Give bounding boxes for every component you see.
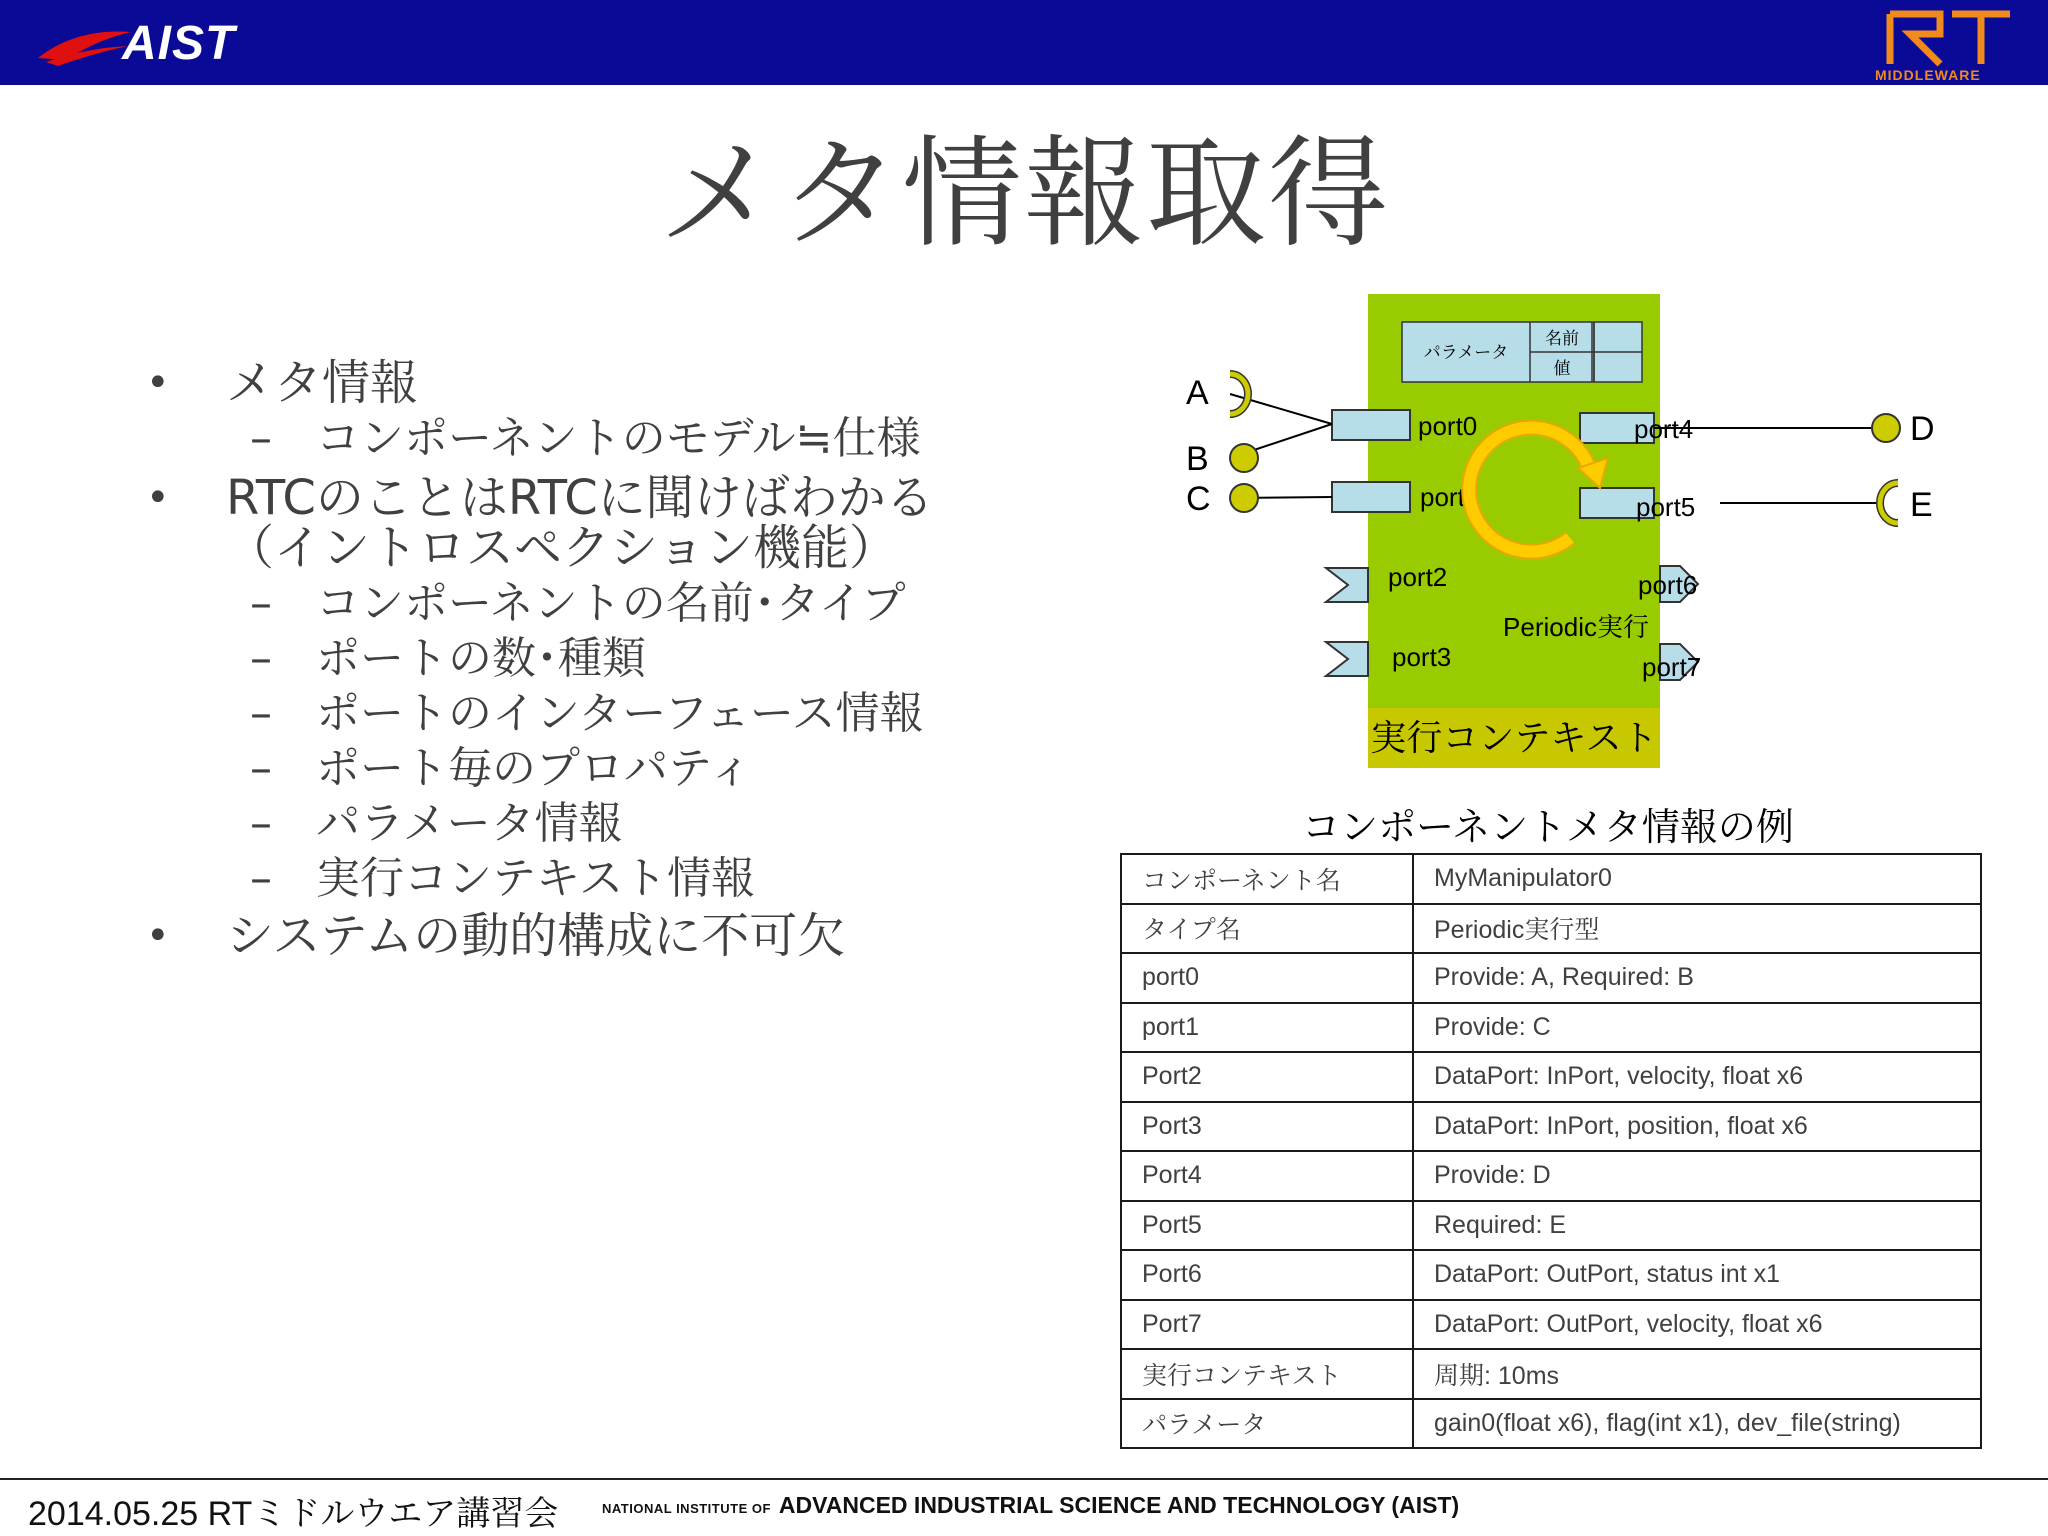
port5-label: port5	[1636, 492, 1696, 522]
page-title: メタ情報取得	[658, 125, 1390, 264]
table-key: Port3	[1121, 1102, 1413, 1152]
table-row	[1121, 1052, 1981, 1102]
interface-b-ball	[1230, 444, 1258, 472]
aist-logo: AIST	[122, 17, 236, 70]
port4-label: port4	[1634, 414, 1694, 444]
bullet-item: • RTCのことはRTCに聞けばわかる	[146, 470, 934, 526]
table-row	[1121, 904, 1981, 954]
bullet-item: • メタ情報	[146, 355, 419, 411]
table-key: 実行コンテキスト	[1121, 1349, 1413, 1399]
header-bar	[0, 0, 2048, 85]
table-row	[1121, 1399, 1981, 1449]
table-row	[1121, 1102, 1981, 1152]
table-value: DataPort: InPort, velocity, float x6	[1413, 1052, 1981, 1102]
table-value: Provide: C	[1413, 1003, 1981, 1053]
meta-info-table	[1120, 853, 1982, 1449]
interface-a-label: A	[1186, 374, 1209, 412]
table-value: DataPort: InPort, position, float x6	[1413, 1102, 1981, 1152]
bullet-list	[140, 355, 1020, 964]
table-key: Port6	[1121, 1250, 1413, 1300]
table-row	[1121, 1250, 1981, 1300]
sub-bullet-item: – ポート毎のプロパティ	[250, 743, 753, 794]
table-value: gain0(float x6), flag(int x1), dev_file(string)	[1413, 1399, 1981, 1449]
table-value: Periodic実行型	[1413, 904, 1981, 954]
port1-label: port1	[1420, 482, 1480, 512]
port2-label: port2	[1388, 562, 1448, 592]
table-key: Port2	[1121, 1052, 1413, 1102]
table-row	[1121, 854, 1981, 904]
port2-inport	[1326, 568, 1368, 602]
table-value: Provide: A, Required: B	[1413, 953, 1981, 1003]
table-value: DataPort: OutPort, status int x1	[1413, 1250, 1981, 1300]
table-value: 周期: 10ms	[1413, 1349, 1981, 1399]
footer-divider	[0, 1478, 2048, 1480]
table-key: Port7	[1121, 1300, 1413, 1350]
table-row	[1121, 1300, 1981, 1350]
table-key: タイプ名	[1121, 904, 1413, 954]
execution-context-label: 実行コンテキスト	[1370, 717, 1658, 758]
interface-d-ball	[1872, 414, 1900, 442]
component-diagram	[1160, 290, 1960, 780]
interface-c-label: C	[1186, 480, 1211, 518]
table-value: DataPort: OutPort, velocity, float x6	[1413, 1300, 1981, 1350]
periodic-label: Periodic実行	[1503, 612, 1649, 642]
interface-d-label: D	[1910, 410, 1935, 448]
footer-organization	[602, 1492, 1459, 1519]
table-row	[1121, 1201, 1981, 1251]
port0-label: port0	[1418, 411, 1478, 441]
sub-bullet-item: – ポートの数･種類	[250, 633, 646, 684]
port6-label: port6	[1638, 570, 1698, 600]
table-value: MyManipulator0	[1413, 854, 1981, 904]
param-label: パラメータ	[1423, 343, 1509, 362]
rt-logo-subtext: MIDDLEWARE	[1875, 67, 1981, 83]
param-name-label: 名前	[1545, 329, 1579, 348]
interface-c-ball	[1230, 484, 1258, 512]
bullet-continuation: （イントロスペクション機能）	[226, 520, 898, 576]
table-row	[1121, 1003, 1981, 1053]
param-value-label: 値	[1553, 359, 1571, 378]
sub-bullet-item: – ポートのインターフェース情報	[250, 688, 924, 739]
port0-box	[1332, 410, 1410, 440]
interface-b-label: B	[1186, 440, 1209, 478]
parameter-table	[1402, 322, 1642, 382]
table-key: コンポーネント名	[1121, 854, 1413, 904]
interface-e-label: E	[1910, 486, 1933, 524]
table-key: パラメータ	[1121, 1399, 1413, 1449]
footer-org-prefix: NATIONAL INSTITUTE OF	[602, 1501, 771, 1516]
table-row	[1121, 1349, 1981, 1399]
footer-date: 2014.05.25 RTミドルウエア講習会	[28, 1495, 559, 1533]
bullet-item: • システムの動的構成に不可欠	[146, 908, 846, 964]
sub-bullet-item: – コンポーネントの名前･タイプ	[250, 578, 906, 629]
sub-bullet-item: – コンポーネントのモデル≒仕様	[250, 413, 921, 464]
port3-label: port3	[1392, 642, 1452, 672]
port3-inport	[1326, 642, 1368, 676]
sub-bullet-item: – 実行コンテキスト情報	[250, 853, 756, 904]
table-value: Provide: D	[1413, 1151, 1981, 1201]
table-key: Port5	[1121, 1201, 1413, 1251]
port1-box	[1332, 482, 1410, 512]
table-key: port0	[1121, 953, 1413, 1003]
footer-org-name: ADVANCED INDUSTRIAL SCIENCE AND TECHNOLOGY (AIST)	[778, 1492, 1460, 1518]
table-key: port1	[1121, 1003, 1413, 1053]
sub-bullet-item: – パラメータ情報	[250, 798, 623, 849]
table-value: Required: E	[1413, 1201, 1981, 1251]
table-caption: コンポーネントメタ情報の例	[1302, 805, 1794, 849]
table-key: Port4	[1121, 1151, 1413, 1201]
table-row	[1121, 953, 1981, 1003]
table-row	[1121, 1151, 1981, 1201]
port7-label: port7	[1642, 652, 1702, 682]
